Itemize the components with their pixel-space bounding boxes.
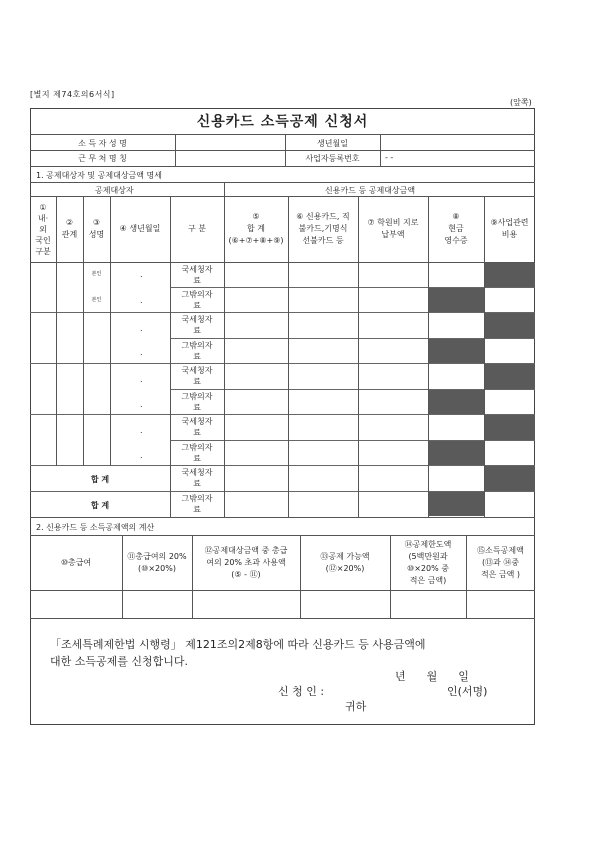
col-header-credit-card: ⑥ 신용카드, 직 불카드,기명식 선불카드 등 bbox=[296, 212, 350, 245]
divider bbox=[288, 196, 289, 517]
calc-col-deductible: ⑬공제 가능액 (⑫×20%) bbox=[320, 552, 370, 573]
dot: . bbox=[140, 426, 143, 435]
col-header-total: ⑤ 합 계 (⑥+⑦+⑧+⑨) bbox=[228, 212, 284, 245]
category-national-tax: 국세청자료 bbox=[181, 315, 213, 335]
divider bbox=[358, 196, 359, 517]
shaded-cell bbox=[485, 263, 535, 287]
divider bbox=[30, 363, 535, 364]
divider bbox=[30, 517, 535, 518]
workplace-name-label: 근 무 처 명 칭 bbox=[78, 154, 127, 163]
dot: . bbox=[140, 324, 143, 333]
self-label: 본인 bbox=[91, 297, 102, 303]
income-earner-name-label: 소 득 자 성 명 bbox=[78, 139, 127, 148]
dot: . bbox=[140, 451, 143, 460]
section1-sub-right: 신용카드 등 공제대상금액 bbox=[325, 186, 416, 195]
shaded-cell bbox=[429, 288, 484, 312]
total-label: 합 계 bbox=[90, 501, 110, 510]
dot: . bbox=[140, 400, 143, 409]
divider bbox=[390, 535, 391, 618]
divider bbox=[30, 166, 535, 167]
dot: . bbox=[140, 296, 143, 305]
shaded-cell bbox=[429, 492, 484, 516]
shaded-cell bbox=[429, 339, 484, 363]
self-label: 본인 bbox=[91, 271, 102, 277]
col-header-name: ③ 성명 bbox=[88, 218, 105, 239]
divider bbox=[30, 150, 535, 151]
shaded-cell bbox=[429, 441, 484, 465]
divider bbox=[484, 196, 485, 517]
col-header-relation: ② 관계 bbox=[61, 218, 78, 239]
divider bbox=[300, 535, 301, 618]
divider bbox=[30, 182, 535, 183]
calc-col-deduction: ⑮소득공제액 (⑬과 ⑭중 적은 금액 ) bbox=[477, 546, 524, 579]
divider bbox=[110, 196, 111, 466]
col-header-cash-receipt: ⑧ 현금 영수증 bbox=[444, 212, 468, 245]
divider bbox=[30, 312, 535, 313]
category-national-tax: 국세청자료 bbox=[181, 366, 213, 386]
category-other: 그밖의자료 bbox=[181, 494, 213, 514]
business-reg-value[interactable]: - - bbox=[385, 153, 394, 162]
shaded-cell bbox=[485, 466, 535, 491]
divider bbox=[30, 465, 535, 466]
col-header-nationality: ① 내· 외 국인 구분 bbox=[35, 202, 51, 256]
divider bbox=[224, 182, 225, 196]
divider bbox=[122, 535, 123, 618]
declaration-line1: 「조세특례제한법 시행령」 제121조의2제8항에 따라 신용카드 등 사용금액에 bbox=[50, 638, 426, 651]
category-national-tax: 국세청자료 bbox=[181, 417, 213, 437]
divider bbox=[56, 196, 57, 466]
category-other: 그밖의자료 bbox=[181, 290, 213, 310]
dot: . bbox=[140, 375, 143, 384]
birth-date-label: 생년월일 bbox=[317, 139, 348, 148]
declaration-line2: 대한 소득공제를 신청합니다. bbox=[50, 655, 189, 668]
calc-col-total-salary: ⑩총급여 bbox=[60, 558, 92, 567]
shaded-cell bbox=[485, 415, 535, 440]
divider bbox=[30, 262, 535, 263]
col-header-category: 구 분 bbox=[188, 224, 206, 233]
col-header-academy: ⑦ 학원비 지로 납부액 bbox=[367, 218, 419, 239]
shaded-cell bbox=[485, 364, 535, 389]
col-header-birth: ④ 생년월일 bbox=[119, 224, 161, 233]
calc-col-20pct: ⑪총급여의 20% (⑩×20%) bbox=[127, 552, 187, 573]
total-label: 합 계 bbox=[90, 475, 110, 484]
dot: . bbox=[140, 348, 143, 357]
divider bbox=[83, 196, 84, 466]
category-other: 그밖의자료 bbox=[181, 443, 213, 463]
divider bbox=[30, 590, 535, 591]
applicant-label: 신 청 인 : bbox=[278, 685, 325, 698]
divider bbox=[30, 134, 535, 135]
category-other: 그밖의자료 bbox=[181, 392, 213, 412]
divider bbox=[30, 491, 535, 492]
calc-col-limit: ⑭공제한도액 (5백만원과 ⑩×20% 중 적은 금액) bbox=[404, 540, 452, 585]
divider bbox=[466, 535, 467, 618]
category-national-tax: 국세청자료 bbox=[181, 265, 213, 285]
divider bbox=[30, 414, 535, 415]
category-other: 그밖의자료 bbox=[181, 341, 213, 361]
section1-sub-left: 공제대상자 bbox=[95, 186, 134, 195]
calc-col-excess: ⑫공제대상금액 중 총급 여의 20% 초과 사용액 (⑤ - ⑪) bbox=[204, 546, 288, 579]
form-number: [별지 제74호의6서식] bbox=[30, 90, 115, 99]
divider bbox=[192, 535, 193, 618]
section1-heading: 1. 공제대상자 및 공제대상금액 명세 bbox=[36, 171, 162, 180]
divider bbox=[224, 196, 225, 517]
section2-heading: 2. 신용카드 등 소득공제액의 계산 bbox=[36, 523, 155, 532]
divider bbox=[428, 196, 429, 517]
shaded-cell bbox=[485, 313, 535, 338]
shaded-cell bbox=[429, 390, 484, 414]
addressee: 귀하 bbox=[345, 700, 367, 713]
sign-label[interactable]: 인(서명) bbox=[447, 685, 488, 698]
date-line[interactable]: 년 월 일 bbox=[395, 670, 469, 683]
business-reg-label: 사업자등록번호 bbox=[305, 154, 360, 163]
dot: . bbox=[140, 270, 143, 279]
col-header-business: ⑨사업관련 비용 bbox=[490, 218, 529, 239]
category-national-tax: 국세청자료 bbox=[181, 468, 213, 488]
divider bbox=[30, 618, 535, 619]
page-side-label: (앞쪽) bbox=[510, 98, 532, 107]
form-title: 신용카드 소득공제 신청서 bbox=[196, 114, 369, 130]
